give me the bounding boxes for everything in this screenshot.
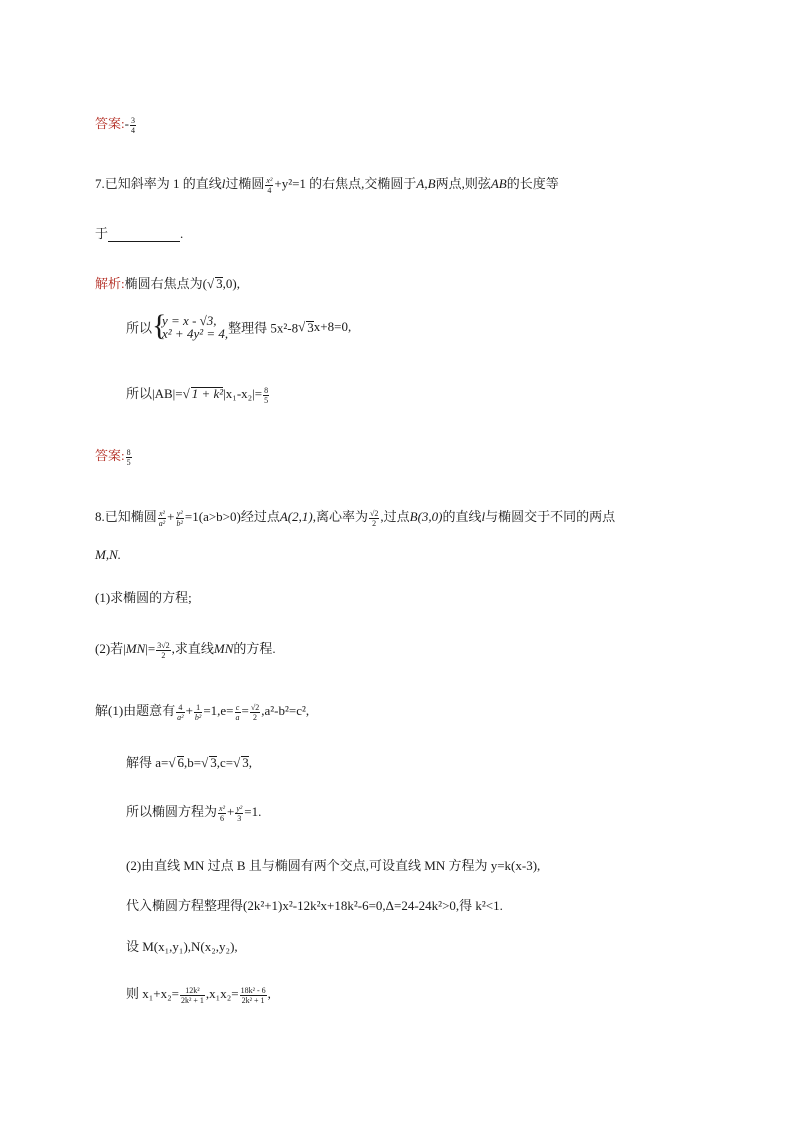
radical: √ xyxy=(182,386,190,401)
radical: 3 xyxy=(216,276,223,291)
radical: √ xyxy=(206,276,215,291)
equation-system: { y = x - √3, x² + 4y² = 4, xyxy=(152,314,228,340)
fraction: $\frac{\text{x²}}{6}$ xyxy=(219,803,225,823)
radical: √ xyxy=(298,319,306,334)
fraction: $\frac{1}{\text{b²}}$ xyxy=(194,702,202,722)
answer-6: 答案:- $\frac{3}{4}$ xyxy=(95,115,135,135)
radical: 3 xyxy=(242,755,249,770)
solution-8-line6: 设 M(x₁,y₁),N(x₂,y₂), xyxy=(126,939,238,954)
answer-label: 答案: xyxy=(95,116,125,131)
question-8-part1: (1)求椭圆的方程; xyxy=(95,590,192,605)
fraction: $\frac{\text{18k² - 6}}{\text{2k² + 1}}$ xyxy=(240,985,266,1005)
fraction: $\frac{3√2}{2}$ xyxy=(157,640,170,660)
fraction: $\frac{√2}{2}$ xyxy=(250,702,260,722)
fraction: $\frac{4}{\text{a²}}$ xyxy=(177,702,184,722)
solution-8-line3: 所以椭圆方程为 $\frac{\text{x²}}{6}$ + $\frac{\text{y²}}{3}$ =1. xyxy=(126,803,262,823)
solution-7-ab: 所以|AB|=√ 1 + k²|x₁-x₂|= $\frac{8}{5}$ xyxy=(126,385,269,405)
fraction: $\frac{\text{y²}}{\text{b²}}$ xyxy=(176,508,183,528)
radical: √ xyxy=(233,755,241,770)
fraction: $\frac{\text{y²}}{3}$ xyxy=(236,803,243,823)
question-7-line2: 于 . xyxy=(95,226,184,241)
question-7: 7.已知斜率为 1 的直线l过椭圆 $\frac{\text{x²}}{4}$ +y²=1 的右焦点,交椭圆于A,B两点,则弦AB的长度等 xyxy=(95,175,559,195)
question-8: 8.已知椭圆 $\frac{\text{x²}}{\text{a²}}$ + $\frac{\text{y²}}{\text{b²}}$ =1(a>b>0)经过点A(2,1),离心率为 $\frac{√2}{2}$ ,过点B(3,0)的直线l与椭圆交于不同的两点 xyxy=(95,508,616,528)
solution-7-line1: 解析:椭圆右焦点为(√ 3,0), xyxy=(95,276,240,291)
radical: √ xyxy=(168,755,176,770)
radical: 6 xyxy=(177,755,184,770)
solution-8-line7: 则 x₁+x₂= $\frac{\text{12k²}}{\text{2k² + 1}}$ ,x₁x₂= $\frac{\text{18k² - 6}}{\text{2k² + 1}}$ , xyxy=(126,985,271,1005)
solution-8-line4: (2)由直线 MN 过点 B 且与椭圆有两个交点,可设直线 MN 方程为 y=k(x-3), xyxy=(126,858,541,873)
solution-8-line2: 解得 a=√ 6,b=√ 3,c=√ 3, xyxy=(126,755,252,770)
solution-8-line5: 代入椭圆方程整理得(2k²+1)x²-12k²x+18k²-6=0,Δ=24-24k²>0,得 k²<1. xyxy=(126,898,503,913)
radical: 1 + k² xyxy=(191,386,224,401)
analysis-label: 解析: xyxy=(95,276,125,291)
answer-7 xyxy=(95,445,133,467)
fraction: $\frac{\text{x²}}{4}$ xyxy=(266,175,273,195)
radical: √ xyxy=(201,755,209,770)
solution-7-system: 所以 { y = x - √3, x² + 4y² = 4, 整理得 5x²-8√ 3x+8=0, xyxy=(126,314,351,340)
solution-8-line1: 解(1)由题意有 $\frac{4}{\text{a²}}$ + $\frac{1}{\text{b²}}$ =1,e= $\frac{c}{a}$ = $\frac{√2}{2}$ ,a²-b²=c², xyxy=(95,702,310,722)
fraction: $\frac{\text{x²}}{\text{a²}}$ xyxy=(158,508,166,528)
fraction: $\frac{c}{a}$ xyxy=(235,702,240,722)
fraction: $\frac{8}{5}$ xyxy=(126,447,131,467)
fraction: $\frac{√2}{2}$ xyxy=(369,508,379,528)
question-8-line2: M,N. xyxy=(95,547,121,562)
question-8-part2: (2)若|MN|= $\frac{3√2}{2}$ ,求直线MN的方程. xyxy=(95,640,276,660)
fraction: $\frac{8}{5}$ xyxy=(264,385,269,405)
fraction: $\frac{3}{4}$ xyxy=(130,115,135,135)
radical: 3 xyxy=(307,319,314,335)
answer-blank[interactable] xyxy=(108,229,180,242)
answer-label: 答案: xyxy=(95,448,125,463)
fraction: $\frac{\text{12k²}}{\text{2k² + 1}}$ xyxy=(180,985,204,1005)
radical: 3 xyxy=(210,755,217,770)
